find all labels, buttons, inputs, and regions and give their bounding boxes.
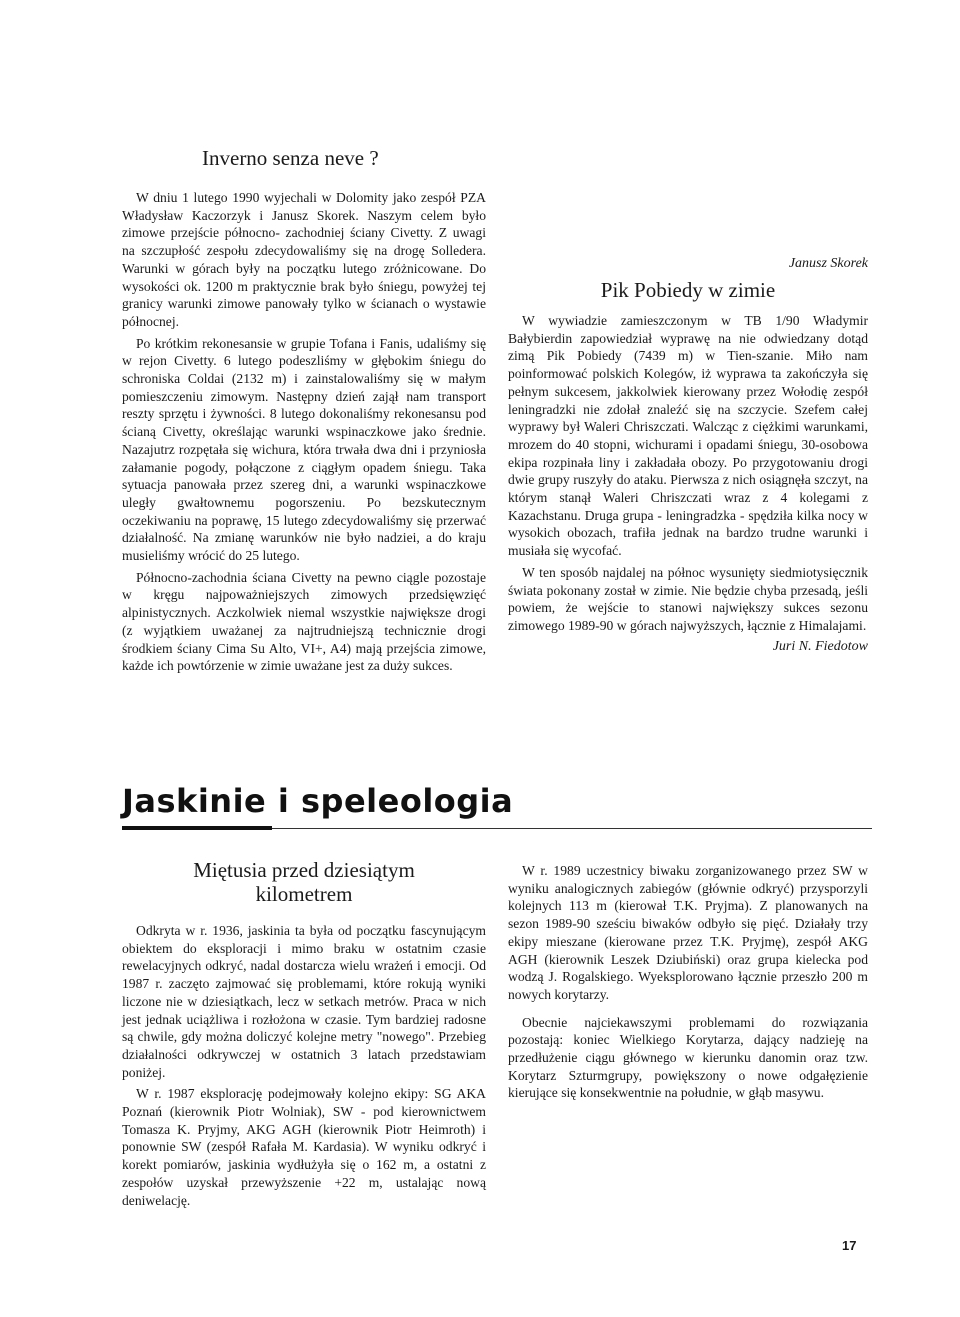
article2-signature: Juri N. Fiedotow [772,638,868,654]
article3-title: Miętusia przed dziesiątym kilometrem [193,858,415,906]
article1-paragraph-continued [122,569,486,675]
article2-column-right [508,256,868,655]
article1-paragraph: Północno-zachodnia ściana Civetty na pewno ciągle pozostaje w kręgu najpoważniejszych zimowych przedsięwzięć alpinistycznych. Aczkolwiek niemal wszystkie największe drogi (z wyjątkiem uważanej za najtrudniejszą technicznie drogi środkiem ściany Cima Su Alto, VI+, A4) mają przejścia zimowe, każde ich powtórzenie w zimie uważane jest za duży sukces. [122,569,486,674]
section-rule-thin [272,828,872,829]
section-rule-thick [122,826,272,830]
article1-paragraph: Po krótkim rekonesansie w grupie Tofana i Fanis, udaliśmy się w rejon Civetty. 6 lutego podeszliśmy w głębokim śniegu do schroniska Coldai (2132 m) i zainstalowaliśmy się w małym pomieszczeniu zimowym. Następny dzień zajął nam transport reszty sprzętu i żywności. 8 lutego dokonaliśmy rekonesansu pod ścianą Civetty, określając warunki wspinaczkowe jako średnie. Nazajutrz rozpętała się wichura, która trwała dwa dni i przyniosła załamanie pogody, połączone z ciągłym opadem śniegu. Taka sytuacja panowała przez szereg dni, a warunki wspinaczkowe uległy gwałtownemu pogorszeniu. Po bezskutecznym oczekiwaniu na poprawę, 15 lutego zdecydowaliśmy się przerwać działalność. Na zmianę warunków nie było nadziei, a do kraju musieliśmy wrócić do 25 lutego. [122,335,486,564]
article1-signature: Janusz Skorek [788,256,868,271]
article3-paragraph: W r. 1987 eksplorację podejmowały kolejno ekipy: SG AKA Poznań (kierownik Piotr Wolniak), SW - pod kierownictwem Tomasza K. Pryjmy, AKG AGH (kierownik Piotr Heimroth) i ponownie SW (zespół Rafała M. Kardasia). W wyniku odkryć i korekt pomiarów, jaskinia wydłużyła się o 162 m, a ostatni z zespołów uzyskał przewyższenie +22 m, ustalając nową deniwelację. [122,1086,486,1208]
page-number: 17 [842,1238,857,1253]
article2-title: Pik Pobiedy w zimie [600,278,776,302]
article1-column-left [122,146,486,675]
article3-paragraph: W r. 1989 uczestnicy biwaku zorganizowanego przez SW w wyniku analogicznych zabiegów (głównie odkryć) przysporzyli kolejnych 113 m (kierował T.K. Pryjma). Z planowanych na sezon 1989-90 sześciu biwaków odbyło się pięć. Działały trzy ekipy mieszane (kierowane przez T.K. Pryjmę), zespół AKG AGH (kierownik Leszek Dziubiński) oraz grupa kielecka pod wodzą J. Rogalskiego. Wyeksplorowano łącznie przeszło 200 m nowych korytarzy. [508,863,868,1002]
article3-column-right [508,862,868,1106]
article3-column-left [122,858,486,1213]
section-heading: Jaskinie i speleologia [122,782,514,820]
article2-paragraph: W wywiadzie zamieszczonym w TB 1/90 Władymir Bałybierdin zapowiedział wyprawę na nie odwiedzany dotąd zimą Pik Pobiedy (7439 m) w Tien-szanie. Miło nam poinformować polskich Kolegów, iż wyprawa ta zakończyła się pełnym sukcesem, jakkolwiek kierowany przez Wołodię zespół leningradzki nie zdołał znaleźć się na szczycie. Szefem całej wyprawy był Waleri Chriszczati. Walcząc z ciężkimi warunkami, mrozem do 40 stopni, wichurami i opadami śniegu, 30-osobowa ekipa rozpinała liny i zakładała obozy. Po przygotowaniu drogi dwie grupy ruszyły do ataku. Pierwsza z nich osiągnęła szczyt, na którym stanął Waleri Chriszczati wraz z 4 kolegami z Kazachstanu. Druga grupa - leningradzka - spędziła kilka nocy w wysokich obozach, trafiła jednak na bardzo trudne warunki i musiała się wycofać. [508,313,868,559]
article1-title: Inverno senza neve ? [202,146,379,170]
article3-paragraph: Obecnie najciekawszymi problemami do rozwiązania pozostają: koniec Wielkiego Korytarza, dający nadzieję na przedłużenie ciągu głównego w kierunku danomin oraz tzw. Korytarz Szturmgrupy, powiększony o nowe odgałęzienie kierujące się konsekwentnie na południe, w głąb masywu. [508,1014,868,1101]
article3-paragraph: Odkryta w r. 1936, jaskinia ta była od początku fascynującym obiektem do eksploracji i mimo braku w ostatnim czasie rewelacyjnych odkryć, nadal dostarcza wielu wrażeń i emocji. Od 1987 r. zaczęto zajmować się problemami, które rokują wyniki liczone nie w dziesiątkach, lecz w setkach metrów. Praca w nich jest jednak uciążliwa i rozłożona w czasie. Tym bardziej radosne są chwile, gdy można doliczyć kolejne metry "nowego". Przebieg działalności odkrywczej w ostatnich 3 latach przedstawiam poniżej. [122,923,486,1080]
article1-paragraph: W dniu 1 lutego 1990 wyjechali w Dolomity jako zespół PZA Władysław Kaczorzyk i Janusz Skorek. Naszym celem było zimowe przejście północno- zachodniej ściany Civetty. Z uwagi na szczupłość zespołu zdecydowaliśmy się na drogę Solledera. Warunki w górach były na początku lutego zróżnicowane. Do wysokości ok. 1200 m praktycznie brak było śniegu, powyżej tej granicy warunki zimowe panowały tylko w ścianach o wystawie północnej. [122,190,486,329]
article2-paragraph: W ten sposób najdalej na północ wysunięty siedmiotysięcznik świata pokonany został w zimie. Nie będzie chyba przesadą, jeśli powiem, że wejście to stanowi największy sukces sezonu zimowego 1989-90 w górach najwyższych, łącznie z Himalajami. [508,564,868,633]
